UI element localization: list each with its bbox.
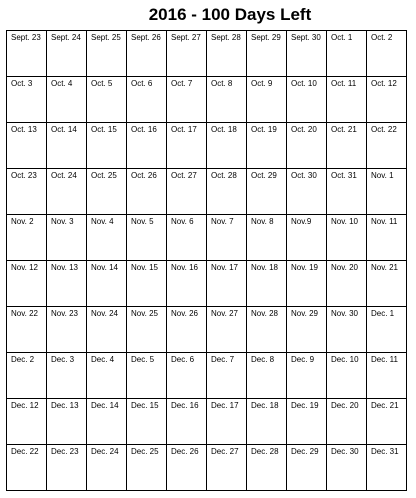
day-cell: Nov. 12 [7,261,47,307]
day-cell: Dec. 24 [87,445,127,491]
day-cell: Dec. 3 [47,353,87,399]
day-cell: Oct. 26 [127,169,167,215]
day-cell: Nov. 6 [167,215,207,261]
day-cell: Dec. 27 [207,445,247,491]
day-cell: Nov. 16 [167,261,207,307]
day-cell: Nov. 17 [207,261,247,307]
day-cell: Oct. 5 [87,77,127,123]
day-cell: Oct. 24 [47,169,87,215]
day-cell: Nov. 3 [47,215,87,261]
day-cell: Oct. 19 [247,123,287,169]
day-cell: Oct. 10 [287,77,327,123]
day-cell: Nov. 4 [87,215,127,261]
day-cell: Dec. 26 [167,445,207,491]
day-cell: Dec. 23 [47,445,87,491]
day-cell: Oct. 18 [207,123,247,169]
day-cell: Nov. 13 [47,261,87,307]
day-cell: Oct. 2 [367,31,407,77]
day-cell: Oct. 11 [327,77,367,123]
day-cell: Dec. 13 [47,399,87,445]
day-cell: Dec. 21 [367,399,407,445]
day-cell: Nov. 10 [327,215,367,261]
day-cell: Oct. 7 [167,77,207,123]
day-cell: Oct. 17 [167,123,207,169]
day-cell: Oct. 6 [127,77,167,123]
day-cell: Nov. 11 [367,215,407,261]
day-cell: Nov. 21 [367,261,407,307]
day-cell: Dec. 4 [87,353,127,399]
day-cell: Oct. 14 [47,123,87,169]
day-cell: Dec. 16 [167,399,207,445]
day-cell: Oct. 16 [127,123,167,169]
day-cell: Oct. 4 [47,77,87,123]
day-cell: Nov. 15 [127,261,167,307]
countdown-calendar-grid [6,30,407,491]
day-cell: Oct. 27 [167,169,207,215]
day-cell: Dec. 5 [127,353,167,399]
day-cell: Oct. 29 [247,169,287,215]
day-cell: Oct. 1 [327,31,367,77]
day-cell: Oct. 9 [247,77,287,123]
day-cell: Sept. 24 [47,31,87,77]
day-cell: Sept. 27 [167,31,207,77]
day-cell: Dec. 2 [7,353,47,399]
day-cell: Oct. 23 [7,169,47,215]
day-cell: Dec. 22 [7,445,47,491]
day-cell: Nov. 1 [367,169,407,215]
day-cell: Nov. 28 [247,307,287,353]
day-cell: Oct. 31 [327,169,367,215]
day-cell: Dec. 9 [287,353,327,399]
page-title: 2016 - 100 Days Left [148,5,312,24]
day-cell: Sept. 23 [7,31,47,77]
day-cell: Oct. 28 [207,169,247,215]
day-cell: Nov. 5 [127,215,167,261]
day-cell: Nov. 24 [87,307,127,353]
day-cell: Dec. 25 [127,445,167,491]
day-cell: Nov. 14 [87,261,127,307]
day-cell: Nov. 23 [47,307,87,353]
day-cell: Dec. 14 [87,399,127,445]
day-cell: Oct. 20 [287,123,327,169]
day-cell: Dec. 20 [327,399,367,445]
day-cell: Dec. 12 [7,399,47,445]
day-cell: Nov. 8 [247,215,287,261]
day-cell: Dec. 30 [327,445,367,491]
day-cell: Nov.9 [287,215,327,261]
day-cell: Dec. 8 [247,353,287,399]
day-cell: Nov. 27 [207,307,247,353]
day-cell: Oct. 12 [367,77,407,123]
day-cell: Dec. 31 [367,445,407,491]
day-cell: Dec. 11 [367,353,407,399]
day-cell: Nov. 19 [287,261,327,307]
day-cell: Oct. 15 [87,123,127,169]
day-cell: Sept. 28 [207,31,247,77]
day-cell: Dec. 29 [287,445,327,491]
day-cell: Nov. 2 [7,215,47,261]
day-cell: Sept. 25 [87,31,127,77]
day-cell: Oct. 8 [207,77,247,123]
day-cell: Oct. 30 [287,169,327,215]
day-cell: Nov. 25 [127,307,167,353]
day-cell: Nov. 26 [167,307,207,353]
day-cell: Nov. 18 [247,261,287,307]
day-cell: Nov. 30 [327,307,367,353]
day-cell: Dec. 19 [287,399,327,445]
day-cell: Sept. 30 [287,31,327,77]
day-cell: Oct. 25 [87,169,127,215]
day-cell: Nov. 29 [287,307,327,353]
day-cell: Sept. 26 [127,31,167,77]
day-cell: Oct. 3 [7,77,47,123]
day-cell: Dec. 10 [327,353,367,399]
day-cell: Oct. 21 [327,123,367,169]
day-cell: Dec. 6 [167,353,207,399]
day-cell: Oct. 22 [367,123,407,169]
day-cell: Dec. 28 [247,445,287,491]
day-cell: Dec. 1 [367,307,407,353]
day-cell: Oct. 13 [7,123,47,169]
day-cell: Nov. 7 [207,215,247,261]
day-cell: Nov. 20 [327,261,367,307]
day-cell: Dec. 17 [207,399,247,445]
day-cell: Dec. 7 [207,353,247,399]
day-cell: Dec. 18 [247,399,287,445]
day-cell: Dec. 15 [127,399,167,445]
day-cell: Sept. 29 [247,31,287,77]
day-cell: Nov. 22 [7,307,47,353]
